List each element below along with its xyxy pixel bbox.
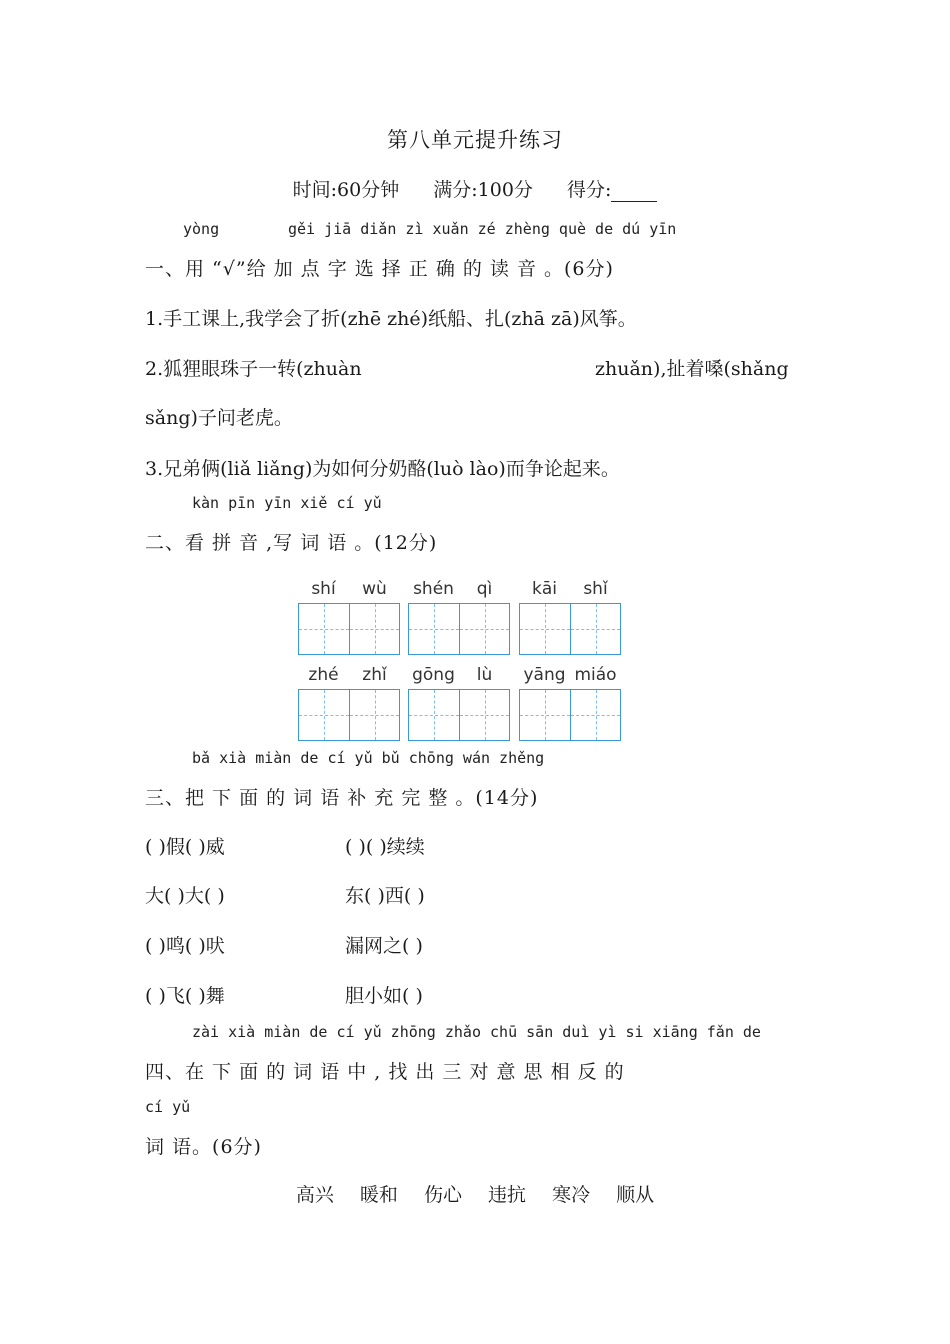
writing-cell[interactable] (409, 604, 459, 654)
fill-item[interactable]: 大( )大( ) (145, 885, 225, 907)
pinyin-syllable: miáo (574, 665, 617, 685)
pinyin-syllable: qì (476, 579, 493, 599)
sec1-pinyin-a: yòng (183, 220, 220, 238)
sec1-pinyin-b: gěi jiā diǎn zì xuǎn zé zhèng què de dú yīn (288, 220, 677, 238)
pinyin-syllable: yāng (523, 665, 566, 685)
word-bank (0, 1180, 950, 1207)
sec4-pinyin: zài xià miàn de cí yǔ zhōng zhǎo chū sān duì yì si xiāng fǎn de (192, 1023, 761, 1041)
pinyin-syllable: kāi (532, 579, 557, 599)
writing-cell[interactable] (459, 604, 509, 654)
pinyin-syllable: shén (413, 579, 454, 599)
word-item: 顺从 (616, 1184, 655, 1206)
fill-item[interactable]: 胆小如( ) (345, 985, 423, 1007)
word-item: 高兴 (295, 1184, 334, 1206)
fill-item[interactable]: ( )假( )威 (145, 836, 225, 858)
page-title: 第八单元提升练习 (387, 128, 563, 152)
fill-item[interactable]: ( )鸣( )吠 (145, 935, 225, 957)
writing-cell[interactable] (349, 690, 399, 740)
word-item: 违抗 (488, 1184, 527, 1206)
got-label: 得分: (566, 179, 612, 201)
got-score (567, 179, 657, 201)
time-label: 时间:60分钟 (292, 179, 400, 201)
sec4-pinyin2: cí yǔ (145, 1098, 191, 1116)
exam-meta (0, 175, 950, 202)
sec3-heading: 三、把 下 面 的 词 语 补 充 完 整 。(14分) (145, 787, 539, 809)
sec1-q2a: 2.狐狸眼珠子一转(zhuàn (145, 358, 362, 380)
word-item: 寒冷 (552, 1184, 591, 1206)
writing-cell[interactable] (520, 690, 570, 740)
fill-item[interactable]: 东( )西( ) (345, 885, 425, 907)
pinyin-syllable: zhǐ (362, 665, 387, 685)
fill-item[interactable]: 漏网之( ) (345, 935, 423, 957)
writing-cell[interactable] (349, 604, 399, 654)
score-label: 满分:100分 (433, 179, 533, 201)
sec1-q3: 3.兄弟俩(liǎ liǎng)为如何分奶酪(luò lào)而争论起来。 (145, 458, 620, 480)
writing-cell[interactable] (459, 690, 509, 740)
sec3-pinyin: bǎ xià miàn de cí yǔ bǔ chōng wán zhěng (192, 749, 545, 767)
pinyin-syllable: shǐ (583, 579, 608, 599)
pinyin-syllable: lù (476, 665, 493, 685)
fill-item[interactable]: ( )( )续续 (345, 836, 425, 858)
score-blank[interactable] (611, 183, 657, 202)
writing-cell[interactable] (520, 604, 570, 654)
word-item: 暖和 (359, 1184, 398, 1206)
sec2-heading: 二、看 拼 音 ,写 词 语 。(12分) (145, 532, 438, 554)
writing-cell[interactable] (570, 604, 620, 654)
writing-cell[interactable] (409, 690, 459, 740)
sec4-heading: 四、在 下 面 的 词 语 中 , 找 出 三 对 意 思 相 反 的 (145, 1061, 625, 1083)
pinyin-syllable: wù (362, 579, 387, 599)
sec1-q2c: sǎng)子问老虎。 (145, 407, 293, 429)
sec4-heading2: 词 语。(6分) (145, 1136, 262, 1158)
sec2-pinyin: kàn pīn yīn xiě cí yǔ (192, 494, 382, 512)
pinyin-syllable: gōng (412, 665, 455, 685)
word-item: 伤心 (423, 1184, 462, 1206)
sec1-q1: 1.手工课上,我学会了折(zhē zhé)纸船、扎(zhā zā)风筝。 (145, 308, 637, 330)
fill-item[interactable]: ( )飞( )舞 (145, 985, 225, 1007)
pinyin-syllable: zhé (308, 665, 339, 685)
pinyin-syllable: shí (311, 579, 336, 599)
writing-cell[interactable] (570, 690, 620, 740)
writing-cell[interactable] (299, 604, 349, 654)
sec1-q2b: zhuǎn),扯着嗓(shǎng (595, 358, 789, 380)
writing-cell[interactable] (299, 690, 349, 740)
sec1-heading: 一、用 “√”给 加 点 字 选 择 正 确 的 读 音 。(6分) (145, 258, 614, 280)
